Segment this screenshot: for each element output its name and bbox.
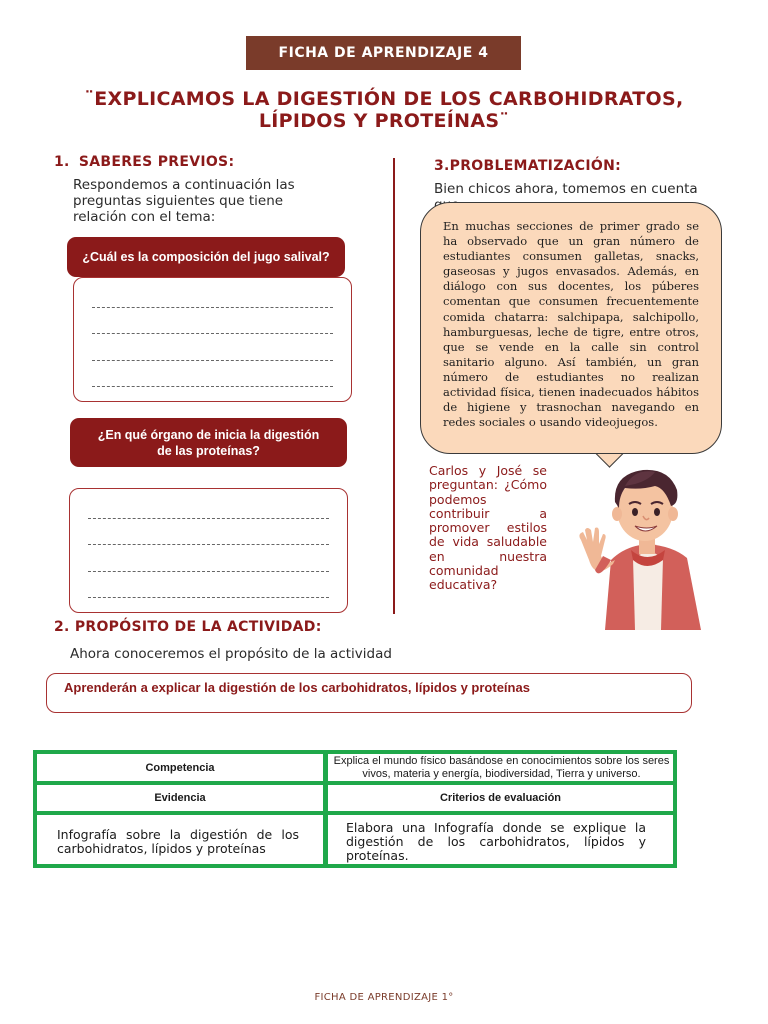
column-divider [393,158,395,614]
answer-box-2[interactable] [69,488,348,613]
saberes-heading-number: 1. [54,154,70,170]
page-footer: FICHA DE APRENDIZAJE 1° [314,992,454,1003]
speech-bubble-text: En muchas secciones de primer grado se ha observado que un gran número de estudiantes consumen galletas, snacks, gaseosas y jugos envasados. Además, en diálogo con sus docentes, los púberes comentan que consumen frecuentemente comida chatarra: salchipapa, salchipollo, hamburguesas, leche de tigre, entre otros, que se vende en la calle sin control sanitario alguno. Así también, un gran número de estudiantes no realizan actividad física, tienen inadecuados hábitos de higiene y trasnochan navegando en redes sociales o usando videojuegos. [443,219,699,430]
table-cell-criterios-label: Criterios de evaluación [439,792,562,804]
proposito-intro: Ahora conoceremos el propósito de la actividad [70,646,392,662]
question-2-line1: ¿En qué órgano de inicia la digestión [97,427,320,442]
answer-line [88,571,329,572]
answer-line [92,333,333,334]
table-cell-competencia-label: Competencia [145,761,215,774]
problematizacion-heading: 3.PROBLEMATIZACIÓN: [434,158,621,174]
table-cell-evidencia-value: Infografía sobre la digestión de los carbohidratos, lípidos y proteínas [57,827,299,856]
problematizacion-intro: Bien chicos ahora, tomemos en cuenta [434,181,698,197]
page-title [40,88,728,132]
proposito-heading: 2. PROPÓSITO DE LA ACTIVIDAD: [54,619,322,635]
table-divider-horizontal [33,811,677,815]
page-title-line1: ¨EXPLICAMOS LA DIGESTIÓN DE LOS CARBOHIDRATOS, [84,88,684,110]
page-title-line2: LÍPIDOS Y PROTEÍNAS¨ [258,110,510,132]
question-2-line2: de las proteínas? [157,443,260,458]
answer-line [92,386,333,387]
problem-question: Carlos y José se preguntan: ¿Cómo podemos contribuir a promover estilos de vida saludable en nuestra comunidad educativa? [429,463,547,593]
answer-line [88,518,329,519]
saberes-intro: Respondemos a continuación las preguntas siguientes que tiene relación con el tema: [73,177,295,225]
table-cell-criterios-value: Elabora una Infografía donde se explique la digestión de los carbohidratos, lípidos y proteínas. [346,820,646,863]
student-illustration [565,460,725,630]
question-1-banner: ¿Cuál es la composición del jugo salival? [67,237,345,277]
answer-line [88,597,329,598]
answer-line [92,360,333,361]
answer-line [92,307,333,308]
table-cell-competencia-value: Explica el mundo físico basándose en conocimientos sobre los seres vivos, materia y energía, biodiversidad, Tierra y universo. [333,755,670,780]
header-banner: FICHA DE APRENDIZAJE 4 [246,36,521,70]
purpose-statement: Aprenderán a explicar la digestión de los carbohidratos, lípidos y proteínas [64,680,530,695]
table-cell-evidencia-label: Evidencia [154,792,206,804]
question-2-banner [70,418,347,467]
answer-line [88,544,329,545]
answer-box-1[interactable] [73,277,352,402]
saberes-heading-text: SABERES PREVIOS: [78,154,235,170]
saberes-heading [54,154,234,170]
